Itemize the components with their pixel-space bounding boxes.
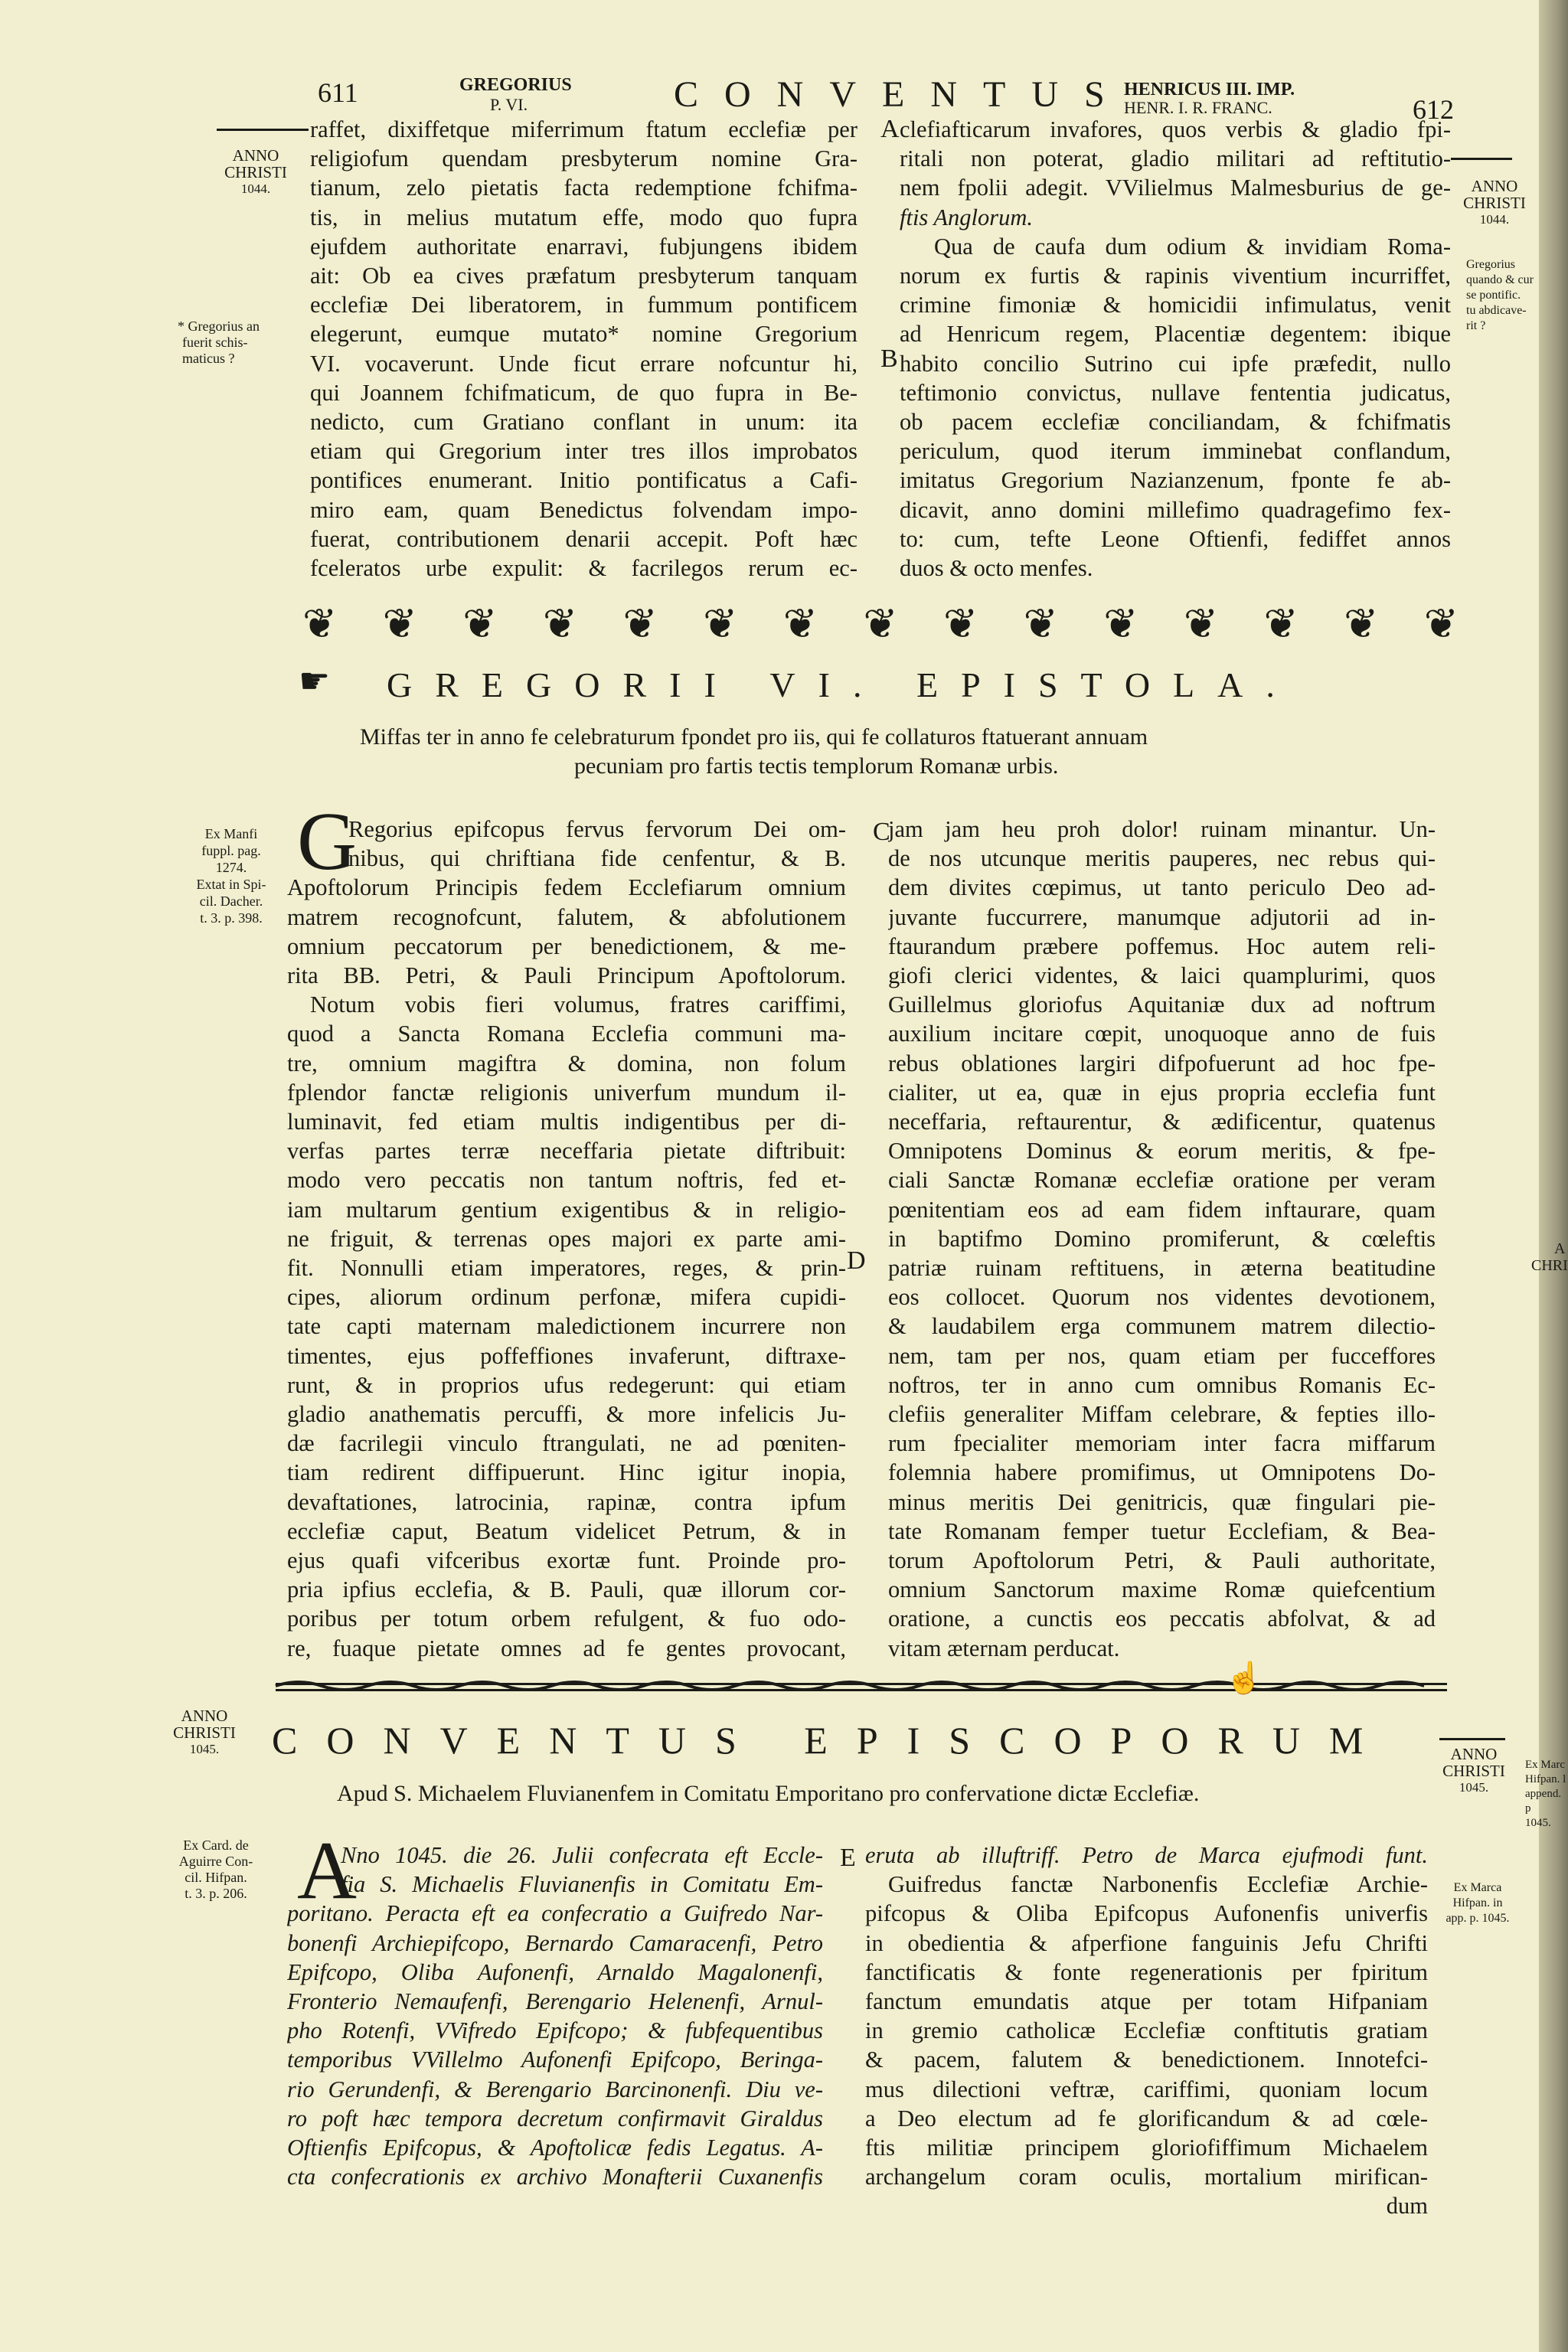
fleuron-ornament: ❦: [1103, 599, 1138, 648]
text-line: dem divites cœpimus, ut tanto periculo Deo ad-: [888, 874, 1436, 901]
note-line: Ex Marc: [1525, 1759, 1566, 1771]
text-line: Notum vobis fieri volumus, fratres cariffimi,: [310, 991, 846, 1018]
page-edge-shadow: [1539, 0, 1568, 2352]
note-line: tu abdicave-: [1466, 304, 1527, 317]
section-letter-b: B: [880, 345, 898, 373]
text-line: ob pacem ecclefiæ conciliandam, & fchifmatis: [900, 409, 1451, 436]
text-line: Oftienfis Epifcopus, & Apoftolicæ fedis Legatus. A-: [287, 2135, 823, 2161]
text-line: temporibus VVillelmo Aufonenfi Epifcopo, Beringa-: [287, 2047, 823, 2073]
fleuron-ornament: ❦: [542, 599, 578, 648]
note-line: quando & cur: [1466, 273, 1534, 286]
text-line: ecclefiæ caput, Beatum videlicet Petrum, & in: [287, 1517, 846, 1544]
text-line: ritali non poterat, gladio militari ad reftitutio-: [900, 145, 1451, 172]
text-line: ejus quafi vifceribus exortæ funt. Proinde pro-: [287, 1547, 846, 1574]
text-line: pontifices enumerant. Initio pontificatus a Cafi-: [310, 467, 858, 494]
note-line: app. p. 1045.: [1446, 1912, 1510, 1925]
epistola-right-column: [888, 815, 1436, 1663]
text-line: cta confecrationis ex archivo Monafterii Cuxanenfis: [287, 2164, 823, 2190]
epistola-subtitle-2: pecuniam pro fartis tectis templorum Romanæ urbis.: [574, 753, 1059, 779]
note-line: Hifpan. in: [1452, 1896, 1503, 1909]
text-line: teftimonio convictus, nullave fententia judicatus,: [900, 379, 1451, 406]
fleuron-ornament: ❦: [382, 599, 417, 648]
conventus-subtitle: Apud S. Michaelem Fluvianenfem in Comitatu Emporitano pro confervatione dictæ Ecclefiæ.: [337, 1781, 1200, 1806]
text-line: rum fpecialiter memoriam inter facra miffarum: [888, 1430, 1436, 1457]
note-line: fuerit schis-: [182, 335, 248, 350]
text-line: ciali Sanctæ Romanæ ecclefiæ oratione per veram: [888, 1167, 1436, 1194]
christi-label: CHRISTI: [1442, 1762, 1505, 1780]
text-line: in obedientia & afperfione fanguinis Jefu Chrifti: [865, 1929, 1428, 1956]
text-line: ro poft hæc tempora decretum confirmavit Giraldus: [287, 2105, 823, 2132]
text-line: VI. vocaverunt. Unde ficut errare nofcuntur hi,: [310, 350, 858, 377]
note-line: 1274.: [215, 860, 247, 875]
text-line: devaftationes, latrocinia, rapinæ, contra ipfum: [287, 1488, 846, 1515]
text-line: ait: Ob ea cives præfatum presbyterum tanquam: [310, 263, 858, 289]
pointing-hand-small-icon: ☝: [1225, 1661, 1263, 1695]
pointing-hand-icon: ☛: [299, 662, 331, 701]
conventus-margin-rule: [1439, 1738, 1505, 1740]
page-number-left: 611: [318, 77, 358, 108]
text-line: dum: [1386, 2193, 1428, 2220]
text-line: religiofum quendam presbyterum nomine Gra-: [310, 145, 858, 172]
text-line: ftis Anglorum.: [900, 204, 1033, 230]
text-line: fuerat, contributionem denarii accepit. Poft hæc: [310, 525, 858, 552]
text-line: Regorius epifcopus fervus fervorum Dei om-: [348, 816, 846, 842]
text-line: verfas partes terræ neceffaria pietate diftribuit:: [287, 1138, 846, 1165]
text-line: fanctum emundatis atque per totam Hifpaniam: [865, 1988, 1428, 2015]
section-letter-e: E: [840, 1844, 856, 1872]
running-head-left-1: GREGORIUS: [459, 75, 572, 95]
text-line: omnium peccatorum per benedictionem, & me-: [287, 933, 846, 959]
year-label: 1044.: [1479, 212, 1510, 227]
text-line: folemnia habere promifimus, ut Omnipotens Do-: [888, 1459, 1436, 1486]
text-line: ftaurandum præbere poffemus. Hoc autem reli-: [888, 933, 1436, 959]
text-line: cialiter, ut ea, quæ in ejus propria ecclefia funt: [888, 1079, 1436, 1106]
ornament-band: [302, 601, 1459, 647]
fleuron-ornament: ❦: [1023, 599, 1058, 648]
text-line: nem, tam per nos, quam etiam per fucceffores: [888, 1342, 1436, 1369]
fleuron-ornament: ❦: [782, 599, 818, 648]
text-line: matrem recognofcunt, falutem, & abfolutionem: [287, 903, 846, 930]
dropcap-a: A: [297, 1825, 357, 1916]
text-line: duos & octo menfes.: [900, 555, 1093, 582]
text-line: runt, & in proprios ufus redegerunt: qui etiam: [287, 1371, 846, 1398]
text-line: poribus per totum orbem refulgent, & fuo odo-: [287, 1606, 846, 1632]
text-line: fceleratos urbe expulit: & facrilegos rerum ec-: [310, 555, 858, 582]
conventus-title: CONVENTUS EPISCOPORUM: [272, 1719, 1393, 1762]
text-line: pria ipfius ecclefia, & B. Pauli, quæ illorum cor-: [287, 1576, 846, 1603]
text-line: Qua de caufa dum odium & invidiam Roma-: [934, 233, 1451, 260]
note-line: Ex Card. de: [183, 1838, 249, 1853]
conventus-anno-right: [1439, 1746, 1508, 1796]
note-line: cil. Dacher.: [199, 893, 263, 909]
text-line: patriæ ruinam reftituens, in æterna beatitudine: [888, 1255, 1436, 1282]
note-line: se pontific.: [1466, 289, 1521, 302]
text-line: qui Joannem fchifmaticum, de quo fupra in Be-: [310, 379, 858, 406]
text-line: & laudabilem erga communem matrem dilectio-: [888, 1313, 1436, 1340]
text-line: rebus oblationes largiri difpofuerunt ad hoc fpe-: [888, 1050, 1436, 1076]
text-line: nedicto, cum Gratiano conflant in unum: ita: [310, 409, 858, 436]
year-label: 1044.: [240, 181, 271, 196]
text-line: in gremio catholicæ Ecclefiæ conftitutis gratiam: [865, 2017, 1428, 2044]
text-line: noftros, ter in anno cum omnibus Romanis Ec-: [888, 1371, 1436, 1398]
text-line: tis, in melius mutatum effe, modo quo fupra: [310, 204, 858, 230]
text-line: ejufdem authoritate enarravi, fubjungens ibidem: [310, 233, 858, 260]
note-line: t. 3. p. 398.: [200, 910, 263, 926]
fleuron-ornament: ❦: [863, 599, 898, 648]
fleuron-ornament: ❦: [1263, 599, 1298, 648]
anno-label: ANNO: [1471, 177, 1518, 195]
note-line: cil. Hifpan.: [185, 1870, 247, 1885]
fleuron-ornament: ❦: [1423, 599, 1459, 648]
text-line: juvante fuccurrere, manumque adjutorii ad in-: [888, 903, 1436, 930]
note-line: rit ?: [1466, 319, 1486, 332]
text-line: fanctificatis & fonte regenerationis per fpiritum: [865, 1958, 1428, 1985]
epistola-title: GREGORII VI. EPISTOLA.: [387, 665, 1298, 704]
note-line: Aguirre Con-: [178, 1854, 253, 1869]
note-line: fuppl. pag.: [201, 843, 261, 858]
note-line: CHRI: [1531, 1257, 1568, 1274]
text-line: imitatus Gregorium Nazianzenum, fponte fe ab-: [900, 467, 1451, 494]
margin-rule-left: [217, 129, 309, 131]
fleuron-ornament: ❦: [1344, 599, 1379, 648]
text-line: crimine fimoniæ & homicidii infimulatus, venit: [900, 292, 1451, 318]
text-line: pifcopus & Oliba Epifcopus Aufonenfis univerfis: [865, 1900, 1428, 1927]
section-letter-c: C: [873, 818, 890, 846]
section-letter-a: A: [880, 115, 900, 143]
epistola-subtitle-1: Miffas ter in anno fe celebraturum fpondet pro iis, qui fe collaturos ftatuerant annuam: [360, 724, 1148, 750]
anno-label: ANNO: [181, 1707, 228, 1725]
note-line: Ex Marca: [1453, 1881, 1502, 1894]
conventus-source-left: [162, 1838, 270, 1902]
text-line: Epifcopo, Oliba Aufonenfi, Arnaldo Magalonenfi,: [287, 1958, 823, 1985]
conventus-right-column: [865, 1841, 1428, 2221]
margin-right-mid: [1531, 1240, 1568, 1274]
twisted-rope-rule: [276, 1682, 1447, 1691]
conventus-source-right: [1439, 1880, 1516, 1926]
text-line: quod a Sancta Romana Ecclefia communi ma-: [287, 1021, 846, 1047]
text-line: fplendor fanctæ religionis univerfum mundum il-: [287, 1079, 846, 1106]
note-line: Hifpan. l: [1525, 1773, 1566, 1785]
text-line: in baptifmo Domino promiferunt, & cœleftis: [888, 1225, 1436, 1252]
note-line: Extat in Spi-: [196, 877, 266, 892]
section-letter-d: D: [847, 1246, 866, 1275]
year-label: 1045.: [189, 1742, 220, 1756]
text-line: poritano. Peracta eft ea confecratio a Guifredo Nar-: [287, 1900, 823, 1927]
page-number-right: 612: [1413, 94, 1454, 125]
text-line: jam jam heu proh dolor! ruinam minantur. Un-: [888, 816, 1436, 842]
text-line: to: cum, tefte Leone Oftienfi, fediffet annos: [900, 525, 1451, 552]
text-line: dicavit, anno domini millefimo quadragefimo fex-: [900, 496, 1451, 523]
part1-left-column: [310, 115, 858, 583]
text-line: vitam æternam perducat.: [888, 1635, 1120, 1661]
text-line: rio Gerundenfi, & Berengario Barcinonenfi. Diu ve-: [287, 2076, 823, 2102]
divider-rule: [268, 1671, 1462, 1701]
text-line: nibus, qui chriftiana fide cenfentur, & B.: [348, 845, 846, 872]
text-line: raffet, dixiffetque miferrimum ftatum ecclefiæ per: [310, 116, 858, 142]
text-line: timentes, ejus poffeffiones invaferunt, diftraxe-: [287, 1342, 846, 1369]
fleuron-ornament: ❦: [622, 599, 658, 648]
running-head-left-2: P. VI.: [490, 95, 528, 114]
text-line: Guillelmus gloriofus Aquitaniæ dux ad noftrum: [888, 991, 1436, 1018]
text-line: auxilium incitare cœpit, unoquoque anno de fuis: [888, 1021, 1436, 1047]
text-line: oratione, a cunctis eos peccatis abfolvat, & ad: [888, 1606, 1436, 1632]
text-line: ad Henricum regem, Placentiæ degentem: ibique: [900, 321, 1451, 348]
text-line: torum Apoftolorum Petri, & Pauli authoritate,: [888, 1547, 1436, 1574]
text-line: neceffaria, reftaurentur, & ædificentur, quatenus: [888, 1109, 1436, 1135]
text-line: Guifredus fanctæ Narbonenfis Ecclefiæ Archie-: [888, 1871, 1428, 1898]
text-line: pho Rotenfi, VVifredo Epifcopo; & fubfequentibus: [287, 2017, 823, 2044]
running-head-right-1: HENRICUS III. IMP.: [1124, 80, 1295, 100]
text-line: tianum, zelo pietatis facta redemptione fchifma-: [310, 175, 858, 201]
anno-christi-right: [1461, 178, 1528, 228]
center-running-title: CONVENTUS: [674, 74, 1131, 115]
note-line: Ex Manfi: [204, 826, 258, 841]
conventus-left-column: [287, 1841, 823, 2191]
text-line: cipes, aliorum ordinum perfonæ, mifera cupidi-: [287, 1284, 846, 1311]
text-line: giofi clerici videntes, & laici quamplurimi, quos: [888, 962, 1436, 989]
text-line: clefiafticarum invafores, quos verbis & gladio fpi-: [900, 116, 1451, 142]
text-line: modo vero peccatis non tantum noftris, fed et-: [287, 1167, 846, 1194]
fleuron-ornament: ❦: [302, 599, 338, 648]
anno-label: ANNO: [232, 146, 279, 165]
text-line: eos collocet. Quorum nos videntes devotionem,: [888, 1284, 1436, 1311]
text-line: mus dilectioni veftræ, cariffimi, quoniam locum: [865, 2076, 1428, 2102]
christi-label: CHRISTI: [173, 1723, 236, 1742]
text-line: archangelum coram oculis, mortalium mirifican-: [865, 2164, 1428, 2190]
note-line: Gregorius: [1466, 258, 1515, 271]
text-line: tre, omnium magiftra & domina, non folum: [287, 1050, 846, 1076]
text-line: etiam qui Gregorium inter tres illos improbatos: [310, 438, 858, 465]
text-line: clefiis generaliter Miffam celebrare, & fepties illo-: [888, 1401, 1436, 1428]
text-line: re, fuaque pietate omnes ad fe gentes provocant,: [287, 1635, 846, 1661]
fleuron-ornament: ❦: [703, 599, 738, 648]
note-line: * Gregorius an: [178, 318, 260, 334]
text-line: elegerunt, eumque mutato* nomine Gregorium: [310, 321, 858, 348]
anno-label: ANNO: [1450, 1745, 1498, 1763]
text-line: tate Romanam femper tuetur Ecclefiam, & Bea-: [888, 1517, 1436, 1544]
text-line: norum ex furtis & rapinis viventium incurriffet,: [900, 263, 1451, 289]
fleuron-ornament: ❦: [1183, 599, 1219, 648]
text-line: Omnipotens Dominus & eorum meritis, & fpe-: [888, 1138, 1436, 1165]
text-line: bonenfi Archiepifcopo, Bernardo Camaracenfi, Petro: [287, 1929, 823, 1956]
text-line: miro eam, quam Benedictus folvendam impo-: [310, 496, 858, 523]
text-line: omnium Sanctorum maxime Romæ quiefcentium: [888, 1576, 1436, 1603]
margin-rule-right: [1451, 158, 1512, 160]
margin-note-right-top: [1466, 257, 1534, 334]
text-line: fit. Nonnulli etiam imperatores, reges, & prin-: [287, 1255, 846, 1282]
fleuron-ornament: ❦: [943, 599, 978, 648]
text-line: fia S. Michaelis Fluvianenfis in Comitatu Em-: [341, 1871, 823, 1898]
text-line: & pacem, falutem & benedictionem. Innotefci-: [865, 2047, 1428, 2073]
epistola-source-note: [188, 825, 274, 926]
text-line: dæ facrilegii vinculo ftrangulati, ne ad pœniten-: [287, 1430, 846, 1457]
note-line: 1045.: [1525, 1817, 1551, 1829]
text-line: minus meritis Dei genitricis, quæ fingulari pie-: [888, 1488, 1436, 1515]
note-line: append. p: [1525, 1788, 1562, 1815]
conventus-anno-left: [162, 1707, 247, 1758]
running-head-right-2: HENR. I. R. FRANC.: [1124, 98, 1272, 117]
text-line: de nos utcunque meritis pauperes, nec rebus qui-: [888, 845, 1436, 872]
text-line: tate capti maternam maledictionem incurrere non: [287, 1313, 846, 1340]
text-line: eruta ab illuftriff. Petro de Marca ejufmodi funt.: [865, 1842, 1428, 1868]
text-line: a Deo electum ad fe glorificandum & ad cœle-: [865, 2105, 1428, 2132]
epistola-left-column: [287, 815, 846, 1663]
text-line: Fronterio Nemaufenfi, Berengario Helenenfi, Arnul-: [287, 1988, 823, 2015]
note-line: maticus ?: [182, 351, 235, 366]
text-line: ecclefiæ Dei liberatorem, in fummum pontificem: [310, 292, 858, 318]
text-line: ne friguit, & terrenas opes majori ex parte ami-: [287, 1225, 846, 1252]
note-line: t. 3. p. 206.: [185, 1886, 247, 1901]
text-line: tiam redirent diffipuerunt. Hinc igitur inopia,: [287, 1459, 846, 1486]
text-line: ftis militiæ principem gloriofiffimum Michaelem: [865, 2135, 1428, 2161]
margin-note-gregorius: [178, 318, 260, 367]
text-line: nem fpolii adegit. VVilielmus Malmesburius de ge-: [900, 175, 1451, 201]
text-line: gladio anathematis percuffi, & more infelicis Ju-: [287, 1401, 846, 1428]
part1-right-column: [900, 115, 1451, 583]
christi-label: CHRISTI: [1463, 194, 1526, 212]
text-line: rita BB. Petri, & Pauli Principum Apoftolorum.: [287, 962, 846, 989]
text-line: Apoftolorum Principis fedem Ecclefiarum omnium: [287, 874, 846, 901]
text-line: Nno 1045. die 26. Julii confecrata eft Eccle-: [341, 1842, 823, 1868]
dropcap-g: G: [297, 796, 357, 887]
text-line: habito concilio Sutrino cui ipfe præfedit, nullo: [900, 350, 1451, 377]
conventus-far-right-note: [1525, 1758, 1568, 1831]
text-line: periculum, quod iterum imminebat conflandum,: [900, 438, 1451, 465]
text-line: iam multarum gentium exigentibus & in religio-: [287, 1196, 846, 1223]
christi-label: CHRISTI: [224, 163, 287, 181]
note-line: A: [1554, 1240, 1566, 1257]
text-line: luminavit, fed etiam multis indigentibus per di-: [287, 1109, 846, 1135]
year-label: 1045.: [1459, 1780, 1489, 1795]
fleuron-ornament: ❦: [462, 599, 498, 648]
text-line: pœnitentiam eos ad eam fidem inftaurare, quam: [888, 1196, 1436, 1223]
anno-christi-left: [220, 147, 291, 198]
